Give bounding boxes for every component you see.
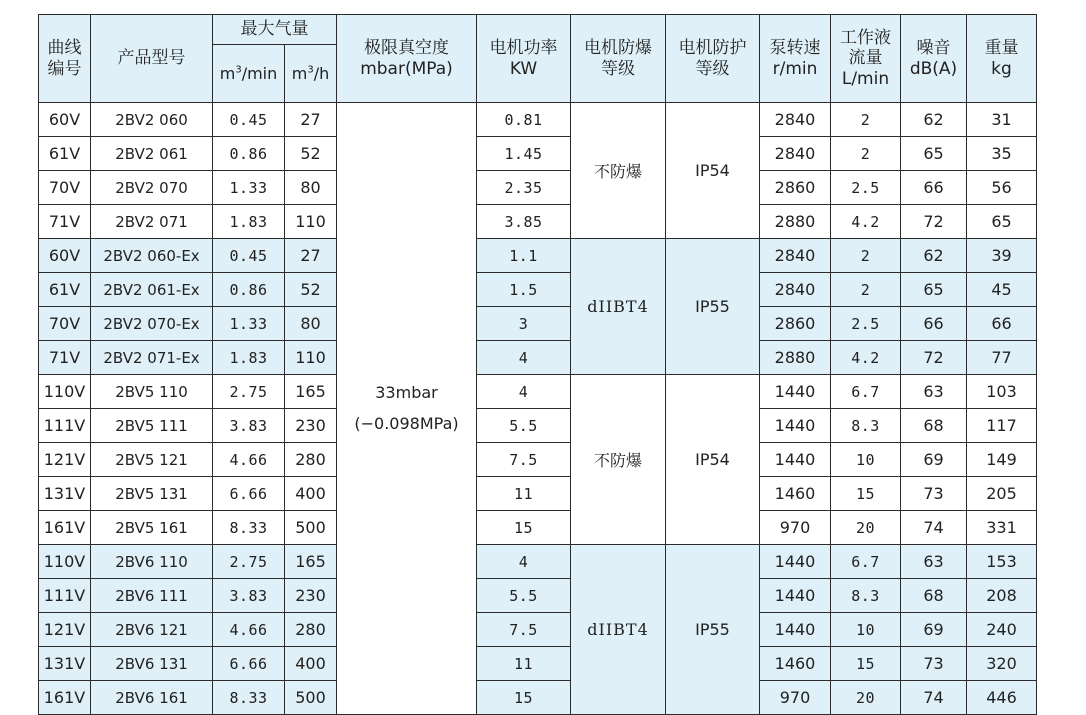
cell-motor-power: 1.5 xyxy=(477,273,571,307)
cell-air-m3-min: 4.66 xyxy=(213,613,285,647)
cell-speed: 970 xyxy=(760,681,831,715)
cell-noise: 62 xyxy=(901,239,967,273)
cell-speed: 2860 xyxy=(760,307,831,341)
cell-noise: 72 xyxy=(901,341,967,375)
table-row xyxy=(39,273,1037,307)
table-row xyxy=(39,477,1037,511)
cell-air-m3-h: 400 xyxy=(285,647,337,681)
cell-model: 2BV5 121 xyxy=(91,443,213,477)
cell-liquid-flow: 15 xyxy=(831,477,901,511)
header-vacuum-line2: mbar(MPa) xyxy=(360,58,453,79)
table-row xyxy=(39,545,1037,579)
cell-air-m3-min: 6.66 xyxy=(213,647,285,681)
cell-noise: 66 xyxy=(901,307,967,341)
cell-curve-no: 70V xyxy=(39,171,91,205)
cell-noise: 66 xyxy=(901,171,967,205)
cell-curve-no: 71V xyxy=(39,341,91,375)
vacuum-mpa: (−0.098MPa) xyxy=(354,413,459,433)
cell-motor-power: 4 xyxy=(477,341,571,375)
cell-model: 2BV6 131 xyxy=(91,647,213,681)
cell-liquid-flow: 8.3 xyxy=(831,579,901,613)
cell-liquid-flow: 8.3 xyxy=(831,409,901,443)
cell-air-m3-min: 3.83 xyxy=(213,409,285,443)
cell-noise: 72 xyxy=(901,205,967,239)
cell-curve-no: 111V xyxy=(39,579,91,613)
cell-model: 2BV2 070 xyxy=(91,171,213,205)
cell-air-m3-h: 400 xyxy=(285,477,337,511)
cell-model: 2BV2 061-Ex xyxy=(91,273,213,307)
cell-speed: 1440 xyxy=(760,613,831,647)
cell-curve-no: 60V xyxy=(39,239,91,273)
cell-liquid-flow: 2.5 xyxy=(831,307,901,341)
cell-curve-no: 71V xyxy=(39,205,91,239)
cell-air-m3-h: 52 xyxy=(285,273,337,307)
cell-liquid-flow: 2 xyxy=(831,239,901,273)
cell-air-m3-min: 1.83 xyxy=(213,205,285,239)
cell-motor-power: 3 xyxy=(477,307,571,341)
cell-weight: 77 xyxy=(967,341,1037,375)
cell-model: 2BV5 110 xyxy=(91,375,213,409)
cell-air-m3-h: 230 xyxy=(285,579,337,613)
unit-rest: /min xyxy=(241,63,278,83)
cell-model: 2BV5 161 xyxy=(91,511,213,545)
cell-weight: 66 xyxy=(967,307,1037,341)
cell-motor-power: 4 xyxy=(477,545,571,579)
cell-motor-power: 4 xyxy=(477,375,571,409)
header-explosion-line2: 等级 xyxy=(601,58,635,79)
cell-protection-grade: IP55 xyxy=(666,545,760,715)
cell-curve-no: 60V xyxy=(39,103,91,137)
cell-motor-power: 1.1 xyxy=(477,239,571,273)
table-row xyxy=(39,409,1037,443)
cell-speed: 2840 xyxy=(760,103,831,137)
cell-liquid-flow: 20 xyxy=(831,681,901,715)
header-curve-no-line1: 曲线 xyxy=(47,38,82,59)
cell-liquid-flow: 4.2 xyxy=(831,205,901,239)
cell-curve-no: 121V xyxy=(39,613,91,647)
cell-curve-no: 61V xyxy=(39,137,91,171)
cell-liquid-flow: 2 xyxy=(831,273,901,307)
cell-air-m3-min: 2.75 xyxy=(213,375,285,409)
cell-air-m3-h: 230 xyxy=(285,409,337,443)
header-vacuum xyxy=(337,15,477,103)
cell-model: 2BV5 111 xyxy=(91,409,213,443)
header-motor-power-line1: 电机功率 xyxy=(489,38,558,59)
unit-sup: 3 xyxy=(307,64,314,76)
header-noise-line2: dB(A) xyxy=(909,58,958,79)
cell-liquid-flow: 20 xyxy=(831,511,901,545)
header-max-air: 最大气量 xyxy=(213,15,337,45)
cell-air-m3-h: 52 xyxy=(285,137,337,171)
cell-weight: 331 xyxy=(967,511,1037,545)
cell-explosion-grade: 不防爆 xyxy=(571,375,666,545)
table-row xyxy=(39,579,1037,613)
cell-weight: 65 xyxy=(967,205,1037,239)
cell-weight: 153 xyxy=(967,545,1037,579)
cell-air-m3-h: 80 xyxy=(285,307,337,341)
cell-model: 2BV2 060-Ex xyxy=(91,239,213,273)
cell-liquid-flow: 10 xyxy=(831,443,901,477)
cell-motor-power: 0.81 xyxy=(477,103,571,137)
table-row xyxy=(39,375,1037,409)
cell-noise: 74 xyxy=(901,681,967,715)
cell-explosion-grade: 不防爆 xyxy=(571,103,666,239)
header-explosion xyxy=(571,15,666,103)
cell-motor-power: 15 xyxy=(477,511,571,545)
cell-air-m3-h: 500 xyxy=(285,681,337,715)
cell-motor-power: 11 xyxy=(477,647,571,681)
cell-air-m3-min: 2.75 xyxy=(213,545,285,579)
cell-speed: 2840 xyxy=(760,273,831,307)
header-liquid-flow xyxy=(831,15,901,103)
cell-liquid-flow: 2.5 xyxy=(831,171,901,205)
cell-liquid-flow: 2 xyxy=(831,103,901,137)
table-row xyxy=(39,341,1037,375)
cell-curve-no: 61V xyxy=(39,273,91,307)
cell-air-m3-min: 3.83 xyxy=(213,579,285,613)
cell-liquid-flow: 6.7 xyxy=(831,375,901,409)
cell-motor-power: 1.45 xyxy=(477,137,571,171)
cell-speed: 1440 xyxy=(760,579,831,613)
cell-speed: 2840 xyxy=(760,239,831,273)
cell-curve-no: 121V xyxy=(39,443,91,477)
cell-model: 2BV6 110 xyxy=(91,545,213,579)
header-curve-no xyxy=(39,15,91,103)
cell-noise: 68 xyxy=(901,579,967,613)
table-row xyxy=(39,239,1037,273)
cell-air-m3-h: 280 xyxy=(285,613,337,647)
cell-motor-power: 2.35 xyxy=(477,171,571,205)
cell-air-m3-h: 500 xyxy=(285,511,337,545)
cell-noise: 73 xyxy=(901,477,967,511)
cell-speed: 2880 xyxy=(760,341,831,375)
cell-liquid-flow: 2 xyxy=(831,137,901,171)
header-weight xyxy=(967,15,1037,103)
cell-air-m3-h: 165 xyxy=(285,545,337,579)
cell-weight: 56 xyxy=(967,171,1037,205)
cell-motor-power: 5.5 xyxy=(477,579,571,613)
cell-motor-power: 5.5 xyxy=(477,409,571,443)
cell-air-m3-h: 110 xyxy=(285,205,337,239)
cell-speed: 2860 xyxy=(760,171,831,205)
header-noise xyxy=(901,15,967,103)
cell-model: 2BV2 070-Ex xyxy=(91,307,213,341)
cell-air-m3-min: 6.66 xyxy=(213,477,285,511)
cell-weight: 446 xyxy=(967,681,1037,715)
cell-noise: 62 xyxy=(901,103,967,137)
cell-air-m3-h: 27 xyxy=(285,103,337,137)
header-motor-power xyxy=(477,15,571,103)
cell-speed: 1440 xyxy=(760,375,831,409)
table-row xyxy=(39,137,1037,171)
cell-curve-no: 111V xyxy=(39,409,91,443)
cell-noise: 65 xyxy=(901,273,967,307)
table-row xyxy=(39,511,1037,545)
cell-weight: 39 xyxy=(967,239,1037,273)
header-model: 产品型号 xyxy=(91,15,213,103)
cell-weight: 149 xyxy=(967,443,1037,477)
cell-model: 2BV6 121 xyxy=(91,613,213,647)
cell-explosion-grade: dIIBT4 xyxy=(571,545,666,715)
cell-speed: 970 xyxy=(760,511,831,545)
cell-speed: 1440 xyxy=(760,443,831,477)
cell-air-m3-min: 0.86 xyxy=(213,137,285,171)
cell-model: 2BV6 161 xyxy=(91,681,213,715)
cell-air-m3-min: 8.33 xyxy=(213,511,285,545)
header-noise-line1: 噪音 xyxy=(916,38,951,59)
cell-motor-power: 7.5 xyxy=(477,443,571,477)
cell-model: 2BV5 131 xyxy=(91,477,213,511)
table-row xyxy=(39,171,1037,205)
unit-base: m xyxy=(219,63,236,83)
cell-curve-no: 70V xyxy=(39,307,91,341)
cell-air-m3-min: 1.33 xyxy=(213,307,285,341)
cell-noise: 69 xyxy=(901,443,967,477)
cell-air-m3-min: 1.83 xyxy=(213,341,285,375)
cell-protection-grade: IP54 xyxy=(666,103,760,239)
header-protection xyxy=(666,15,760,103)
header-explosion-line1: 电机防爆 xyxy=(584,38,652,59)
cell-liquid-flow: 15 xyxy=(831,647,901,681)
cell-curve-no: 161V xyxy=(39,511,91,545)
table-row xyxy=(39,443,1037,477)
cell-air-m3-h: 80 xyxy=(285,171,337,205)
vacuum-mbar: 33mbar xyxy=(375,383,438,403)
cell-noise: 63 xyxy=(901,545,967,579)
cell-model: 2BV6 111 xyxy=(91,579,213,613)
header-speed-line2: r/min xyxy=(772,58,818,79)
cell-curve-no: 131V xyxy=(39,647,91,681)
header-liquid-flow-line1: 工作液 xyxy=(840,27,891,48)
header-vacuum-line1: 极限真空度 xyxy=(364,38,449,59)
cell-speed: 2840 xyxy=(760,137,831,171)
cell-explosion-grade: dIIBT4 xyxy=(571,239,666,375)
header-motor-power-line2: KW xyxy=(509,58,538,79)
table-row xyxy=(39,103,1037,137)
cell-liquid-flow: 4.2 xyxy=(831,341,901,375)
cell-weight: 117 xyxy=(967,409,1037,443)
cell-liquid-flow: 10 xyxy=(831,613,901,647)
header-speed-line1: 泵转速 xyxy=(769,38,821,59)
table-row xyxy=(39,613,1037,647)
cell-curve-no: 110V xyxy=(39,545,91,579)
cell-motor-power: 3.85 xyxy=(477,205,571,239)
cell-speed: 1440 xyxy=(760,409,831,443)
table-row xyxy=(39,205,1037,239)
cell-weight: 45 xyxy=(967,273,1037,307)
table-header xyxy=(39,15,1037,103)
header-liquid-flow-line2: 流量 xyxy=(848,48,883,69)
header-curve-no-line2: 编号 xyxy=(47,58,82,79)
cell-noise: 69 xyxy=(901,613,967,647)
cell-air-m3-h: 27 xyxy=(285,239,337,273)
cell-noise: 74 xyxy=(901,511,967,545)
cell-air-m3-min: 0.86 xyxy=(213,273,285,307)
unit-sup: 3 xyxy=(235,64,242,76)
table-row xyxy=(39,307,1037,341)
cell-weight: 35 xyxy=(967,137,1037,171)
header-speed xyxy=(760,15,831,103)
cell-air-m3-h: 165 xyxy=(285,375,337,409)
header-unit-m3-min xyxy=(213,45,285,103)
cell-speed: 1460 xyxy=(760,647,831,681)
cell-weight: 103 xyxy=(967,375,1037,409)
header-unit-m3-h xyxy=(285,45,337,103)
cell-model: 2BV2 071 xyxy=(91,205,213,239)
table-row xyxy=(39,681,1037,715)
header-liquid-flow-line3: L/min xyxy=(841,68,890,89)
cell-weight: 205 xyxy=(967,477,1037,511)
cell-noise: 68 xyxy=(901,409,967,443)
header-protection-line1: 电机防护 xyxy=(678,38,747,59)
header-protection-line2: 等级 xyxy=(695,58,730,79)
cell-motor-power: 7.5 xyxy=(477,613,571,647)
cell-vacuum xyxy=(337,103,477,715)
cell-air-m3-min: 4.66 xyxy=(213,443,285,477)
cell-protection-grade: IP54 xyxy=(666,375,760,545)
cell-noise: 63 xyxy=(901,375,967,409)
spec-table xyxy=(38,14,1037,715)
cell-protection-grade: IP55 xyxy=(666,239,760,375)
cell-weight: 208 xyxy=(967,579,1037,613)
cell-speed: 1460 xyxy=(760,477,831,511)
cell-motor-power: 15 xyxy=(477,681,571,715)
unit-rest: /h xyxy=(313,63,330,83)
cell-air-m3-min: 0.45 xyxy=(213,103,285,137)
cell-speed: 2880 xyxy=(760,205,831,239)
cell-model: 2BV2 060 xyxy=(91,103,213,137)
cell-liquid-flow: 6.7 xyxy=(831,545,901,579)
cell-air-m3-h: 280 xyxy=(285,443,337,477)
header-weight-line2: kg xyxy=(991,58,1012,79)
cell-weight: 240 xyxy=(967,613,1037,647)
cell-curve-no: 131V xyxy=(39,477,91,511)
cell-air-m3-h: 110 xyxy=(285,341,337,375)
cell-model: 2BV2 071-Ex xyxy=(91,341,213,375)
cell-curve-no: 110V xyxy=(39,375,91,409)
cell-weight: 31 xyxy=(967,103,1037,137)
cell-air-m3-min: 1.33 xyxy=(213,171,285,205)
cell-noise: 65 xyxy=(901,137,967,171)
cell-speed: 1440 xyxy=(760,545,831,579)
cell-motor-power: 11 xyxy=(477,477,571,511)
unit-base: m xyxy=(291,63,308,83)
cell-noise: 73 xyxy=(901,647,967,681)
table-body xyxy=(39,103,1037,715)
header-weight-line1: 重量 xyxy=(984,38,1019,59)
cell-model: 2BV2 061 xyxy=(91,137,213,171)
cell-curve-no: 161V xyxy=(39,681,91,715)
cell-weight: 320 xyxy=(967,647,1037,681)
cell-air-m3-min: 8.33 xyxy=(213,681,285,715)
table-row xyxy=(39,647,1037,681)
cell-air-m3-min: 0.45 xyxy=(213,239,285,273)
